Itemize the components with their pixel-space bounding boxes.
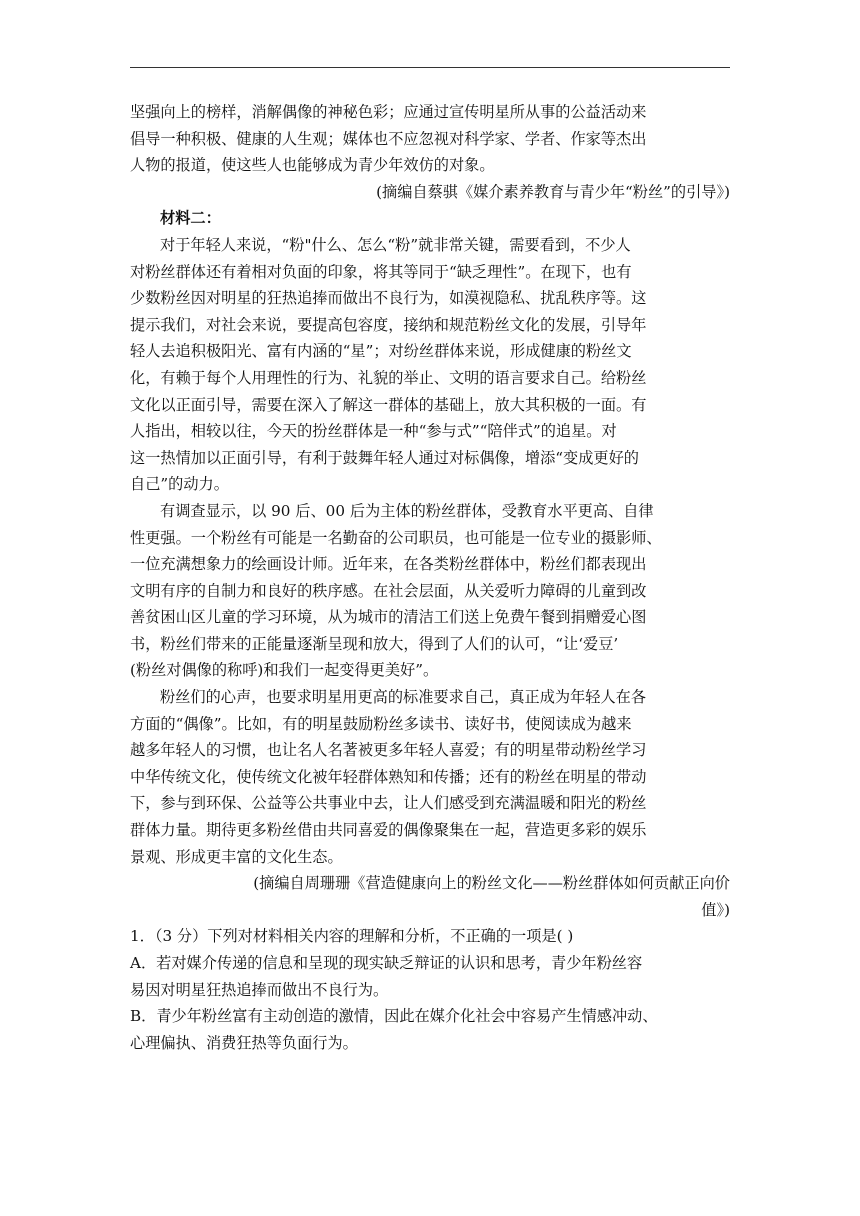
option-b <box>130 1003 730 1056</box>
text-line: 景观、形成更丰富的文化生态。 <box>130 847 343 866</box>
text-line: 文明有序的自制力和良好的秩序感。在社会层面，从关爱听力障碍的儿童到改 <box>130 581 647 600</box>
text-line: 善贫困山区儿童的学习环境，从为城市的清洁工们送上免费午餐到捐赠爱心图 <box>130 608 647 627</box>
option-a <box>130 950 730 1003</box>
text-line: 化，有赖于每个人用理性的行为、礼貌的举止、文明的语言要求自己。给粉丝 <box>130 368 647 387</box>
material-two-paragraph-1 <box>130 232 730 498</box>
text-line: 对于年轻人来说，“粉"什么、怎么“粉”就非常关键，需要看到，不少人 <box>160 235 631 254</box>
source-line: (摘编自周珊珊《营造健康向上的粉丝文化——粉丝群体如何贡献正向价 <box>253 874 730 893</box>
option-line: 心理偏执、消费狂热等负面行为。 <box>130 1033 358 1052</box>
option-line: 易因对明星狂热追捧而做出不良行为。 <box>130 980 389 999</box>
document-body <box>130 99 730 1056</box>
text-line: 提示我们，对社会来说，要提高包容度，接纳和规范粉丝文化的发展，引导年 <box>130 315 647 334</box>
text-line: 中华传统文化，使传统文化被年轻群体熟知和传播；还有的粉丝在明星的带动 <box>130 767 647 786</box>
material-two-source <box>130 870 730 923</box>
header-rule <box>130 67 730 68</box>
source-line: 值》) <box>701 900 730 919</box>
material-two-paragraph-3 <box>130 684 730 870</box>
text-line: 有调查显示，以 90 后、00 后为主体的粉丝群体，受教育水平更高、自律 <box>160 501 654 520</box>
text-line: 轻人去追积极阳光、富有内涵的“星”；对纷丝群体来说，形成健康的粉丝文 <box>130 342 632 361</box>
text-line: 群体力量。期待更多粉丝借由共同喜爱的偶像聚集在一起，营造更多彩的娱乐 <box>130 821 647 840</box>
text-line: 下，参与到环保、公益等公共事业中去，让人们感受到充满温暖和阳光的粉丝 <box>130 794 647 813</box>
material-two-heading: 材料二： <box>160 209 221 228</box>
text-line: 书，粉丝们带来的正能量逐渐呈现和放大，得到了人们的认可，“让‘爱豆’ <box>130 634 619 653</box>
text-line: 坚强向上的榜样，消解偶像的神秘色彩；应通过宣传明星所从事的公益活动来 <box>130 103 647 121</box>
question-1 <box>130 923 730 1056</box>
text-line: 人指出，相较以往，今天的扮丝群体是一种“参与式”“陪伴式”的追星。对 <box>130 422 617 441</box>
text-line: 人物的报道，使这些人也能够成为青少年效仿的对象。 <box>130 156 495 175</box>
option-line: B．青少年粉丝富有主动创造的激情，因此在媒介化社会中容易产生情感冲动、 <box>130 1007 658 1026</box>
question-stem: 1．（3 分）下列对材料相关内容的理解和分析，不正确的一项是( ) <box>130 927 574 946</box>
text-line: 性更强。一个粉丝有可能是一名勤奋的公司职员，也可能是一位专业的摄影师、 <box>130 528 662 547</box>
material-one-tail <box>130 99 730 179</box>
text-line: 粉丝们的心声，也要求明星用更高的标准要求自己，真正成为年轻人在各 <box>160 688 646 707</box>
text-line: 这一热情加以正面引导，有利于鼓舞年轻人通过对标偶像，增添“变成更好的 <box>130 448 639 467</box>
material-one-source: (摘编自蔡骐《媒介素养教育与青少年“粉丝”的引导》) <box>376 182 730 201</box>
text-line: 越多年轻人的习惯，也让名人名著被更多年轻人喜爱；有的明星带动粉丝学习 <box>130 741 647 760</box>
text-line: 倡导一种积极、健康的人生观；媒体也不应忽视对科学家、学者、作家等杰出 <box>130 129 647 148</box>
text-line: 对粉丝群体还有着相对负面的印象，将其等同于“缺乏理性”。在现下，也有 <box>130 262 632 281</box>
text-line: 方面的“偶像”。比如，有的明星鼓励粉丝多读书、读好书，使阅读成为越来 <box>130 714 632 733</box>
text-line: (粉丝对偶像的称呼)和我们一起变得更美好”。 <box>130 661 439 680</box>
text-line: 自己”的动力。 <box>130 475 229 494</box>
text-line: 少数粉丝因对明星的狂热追捧而做出不良行为，如漠视隐私、扰乱秩序等。这 <box>130 289 647 308</box>
text-line: 文化以正面引导，需要在深入了解这一群体的基础上，放大其积极的一面。有 <box>130 395 647 414</box>
text-line: 一位充满想象力的绘画设计师。近年来，在各类粉丝群体中，粉丝们都表现出 <box>130 555 647 574</box>
option-line: A．若对媒介传递的信息和呈现的现实缺乏辩证的认识和思考，青少年粉丝容 <box>130 954 643 972</box>
material-two-paragraph-2 <box>130 498 730 684</box>
